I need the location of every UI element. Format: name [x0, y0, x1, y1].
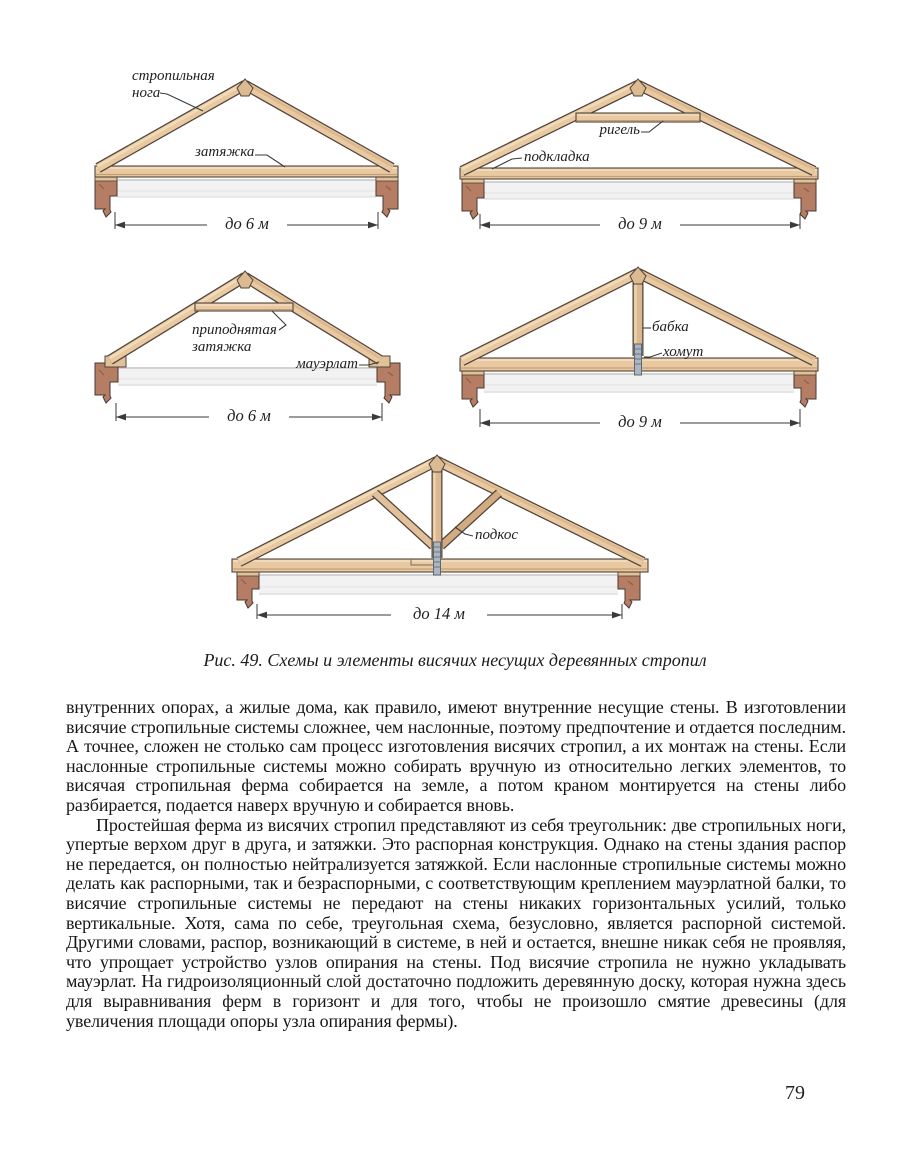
- truss-diagram-strutted-king-post: [225, 448, 665, 633]
- truss-diagram-simple-triangle: [88, 62, 428, 238]
- label-pad: подкладка: [524, 149, 590, 165]
- span-label: до 6 м: [227, 406, 271, 425]
- span-label: до 6 м: [225, 214, 269, 233]
- body-text: [66, 698, 846, 1031]
- label-rafter-leg: стропильная нога: [132, 68, 215, 101]
- truss-diagram-collar-beam: [450, 62, 830, 238]
- span-label: до 9 м: [618, 412, 662, 431]
- label-strut: подкос: [475, 527, 518, 543]
- truss-drawing-4: [450, 255, 830, 435]
- truss-drawing-2: [450, 62, 830, 238]
- paragraph: Простейшая ферма из висячих стропил представляют из себя треугольник: две стропильных ноги, упертые верхом друг в друга, и затяжки. Это распорная конструкция. Однако на стены здания распор не передается, он полностью нейтрализуется затяжкой. Если наслонные стропильные системы можно делать как распорными, так и безраспорными, с соответствующим креплением мауэрлатной балки, то висячие стропильные системы не передают на стены никаких горизонтальных усилий, только вертикальные. Хотя, сама по себе, треугольная схема, безусловно, является распорной системой. Другими словами, распор, возникающий в системе, в ней и остается, внешне никак себя не проявляя, что упрощает устройство узлов опирания на стены. Под висячие стропила не нужно укладывать мауэрлат. На гидроизоляционный слой достаточно подложить деревянную доску, которая нужна здесь для выравнивания ферм в горизонт и для того, чтобы не произошло смятие древесины (для увеличения площади опоры узла опирания фермы).: [66, 814, 846, 1031]
- span-label: до 14 м: [413, 604, 465, 623]
- label-king-post: бабка: [652, 319, 689, 335]
- label-tie: затяжка: [195, 144, 255, 160]
- truss-diagram-raised-tie: [88, 255, 428, 435]
- page-number: 79: [785, 1082, 805, 1104]
- label-wall-plate: мауэрлат: [296, 356, 358, 372]
- figure-caption: Рис. 49. Схемы и элементы висячих несущих деревянных стропил: [203, 650, 707, 670]
- label-raised-tie: приподнятая затяжка: [192, 322, 277, 355]
- paragraph: внутренних опорах, а жилые дома, как правило, имеют внутренние несущие стены. В изготовлении висячие стропильные системы сложнее, чем наслонные, поэтому предпочтение и отдается последним. А точнее, сложен не столько сам процесс изготовления висячих стропил, а их монтаж на стены. Если наслонные стропильные системы можно собирать вручную из относительно легких элементов, то висячая стропильная ферма собирается на земле, а потом краном монтируется на стены либо разбирается, подается наверх вручную и собирается вновь.: [66, 697, 846, 815]
- span-label: до 9 м: [618, 214, 662, 233]
- label-clamp: хомут: [663, 344, 704, 360]
- truss-diagram-king-post: [450, 255, 830, 435]
- label-collar-beam: ригель: [599, 122, 640, 138]
